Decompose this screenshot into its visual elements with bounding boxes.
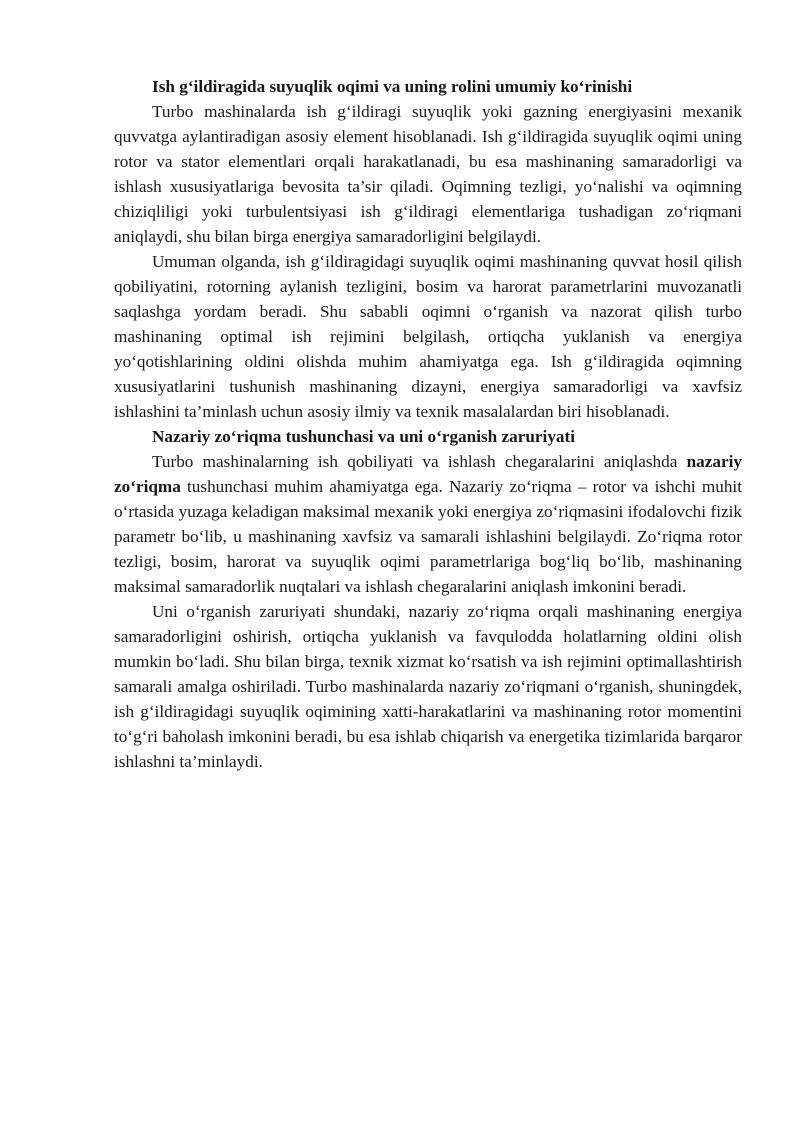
paragraph-text-end: tushunchasi muhim ahamiyatga ega. Nazariy zo‘riqma – rotor va ishchi muhit o‘rtasida yuzaga keladigan maksimal mexanik yoki energiya zo‘riqmasini ifodalovchi fizik parametr bo‘lib, u mashinaning xavfsiz va samarali ishlashini belgilaydi. Zo‘riqma rotor tezligi, bosim, harorat va suyuqlik oqimi parametrlariga bog‘liq bo‘lib, mashinaning maksimal samaradorlik nuqtalari va ishlash chegaralarini aniqlash imkonini beradi. xyxy=(114,477,742,596)
document-page xyxy=(114,74,742,774)
section-heading-theoretical-stress: Nazariy zo‘riqma tushunchasi va uni o‘rganish zaruriyati xyxy=(152,427,576,446)
paragraph-text-start: Turbo mashinalarning ish qobiliyati va ishlash chegaralarini aniqlashda xyxy=(152,452,687,471)
paragraph-flow-general: Umuman olganda, ish g‘ildiragidagi suyuqlik oqimi mashinaning quvvat hosil qilish qobiliyatini, rotorning aylanish tezligini, bosim va harorat parametrlarini muvozanatli saqlashga yordam beradi. Shu sababli oqimni o‘rganish va nazorat qilish turbo mashinaning optimal ish rejimini belgilash, ortiqcha yuklanish va energiya yo‘qotishlarining oldini olishda muhim ahamiyatga ega. Ish g‘ildiragida oqimning xususiyatlarini tushunish mashinaning dizayni, energiya samaradorligi va xavfsiz ishlashini ta’minlash uchun asosiy ilmiy va texnik masalalardan biri hisoblanadi. xyxy=(114,252,742,421)
paragraph-stress-necessity: Uni o‘rganish zaruriyati shundaki, nazariy zo‘riqma orqali mashinaning energiya samaradorligini oshirish, ortiqcha yuklanish va favqulodda holatlarning oldini olish mumkin bo‘ladi. Shu bilan birga, texnik xizmat ko‘rsatish va ish rejimini optimallashtirish samarali amalga oshiriladi. Turbo mashinalarda nazariy zo‘riqmani o‘rganish, shuningdek, ish g‘ildiragidagi suyuqlik oqimining xatti-harakatlarini va mashinaning rotor momentini to‘g‘ri baholash imkonini beradi, bu esa ishlab chiqarish va energetika tizimlarida barqaror ishlashni ta’minlaydi. xyxy=(114,602,742,771)
bold-term: nazariy zo‘riqma xyxy=(114,452,742,496)
section-heading-flow-overview: Ish g‘ildiragida suyuqlik oqimi va uning rolini umumiy ko‘rinishi xyxy=(152,77,633,96)
paragraph-flow-intro: Turbo mashinalarda ish g‘ildiragi suyuqlik yoki gazning energiyasini mexanik quvvatga aylantiradigan asosiy element hisoblanadi. Ish g‘ildiragida suyuqlik oqimi uning rotor va stator elementlari orqali harakatlanadi, bu esa mashinaning samaradorligi va ishlash xususiyatlariga bevosita ta’sir qiladi. Oqimning tezligi, yo‘nalishi va oqimning chiziqliligi yoki turbulentsiyasi ish g‘ildiragi elementlariga tushadigan zo‘riqmani aniqlaydi, shu bilan birga energiya samaradorligini belgilaydi. xyxy=(114,102,742,246)
paragraph-stress-definition xyxy=(114,449,742,599)
